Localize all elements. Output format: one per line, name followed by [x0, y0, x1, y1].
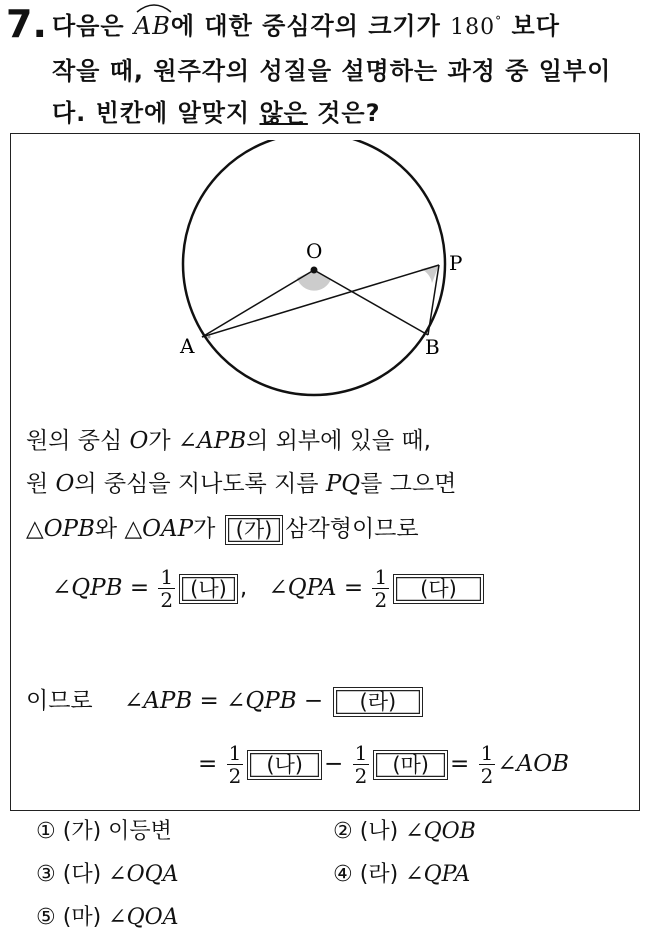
p3-b: 가	[193, 516, 216, 542]
frac-den: 2	[374, 588, 388, 612]
choice-value: ∠QOB	[405, 819, 476, 844]
frac-num: 1	[228, 741, 242, 765]
q-text-1a: 다음은	[52, 12, 125, 40]
blank-ra: (라)	[333, 687, 424, 717]
arc-mark-icon	[134, 0, 174, 14]
p1-O: O	[129, 428, 149, 454]
p1-a: 원의 중심	[26, 428, 123, 454]
choice-label: (다)	[62, 862, 102, 887]
blank-na-2: (나)	[247, 750, 322, 780]
p2-c: 를 그으면	[360, 471, 457, 497]
p4-comma: ,	[239, 575, 248, 601]
choice-label: (라)	[359, 862, 399, 887]
label-B: B	[425, 335, 440, 359]
p2-a: 원	[26, 471, 49, 497]
choice-num: ①	[36, 819, 56, 844]
proof-line-4	[52, 566, 486, 611]
frac-den: 2	[480, 764, 494, 788]
fraction-half-5	[479, 742, 496, 787]
proof-line-5	[26, 682, 425, 717]
degree-symbol: °	[495, 14, 503, 28]
p1-angle: ∠APB	[177, 428, 247, 454]
segment-AO	[202, 270, 314, 337]
choice-label: (나)	[359, 819, 399, 844]
segment-OB	[314, 270, 428, 335]
p5-a: 이므로	[26, 688, 93, 714]
p6-minus: −	[324, 751, 344, 777]
p2-O: O	[55, 471, 75, 497]
degree-value: 180	[450, 15, 496, 40]
proof-line-3	[26, 510, 419, 545]
p1-c: 의 외부에 있을 때,	[246, 428, 431, 454]
choice-value: 이등변	[108, 819, 172, 844]
p3-c: 삼각형이므로	[285, 516, 419, 542]
fraction-half-1	[158, 566, 175, 611]
blank-ga: (가)	[225, 515, 284, 545]
choice-label: (가)	[62, 819, 102, 844]
blank-ma: (마)	[373, 750, 448, 780]
p6-eq2: =	[450, 751, 470, 777]
q-text-3-underlined: 않은	[259, 99, 308, 127]
choice-num: ②	[333, 819, 353, 844]
question-line-2: 작을 때, 원주각의 성질을 설명하는 과정 중 일부이	[52, 57, 612, 85]
choice-4[interactable]	[333, 857, 470, 888]
choice-3[interactable]	[36, 857, 179, 888]
proof-line-6	[198, 742, 569, 787]
fraction-half-4	[353, 742, 370, 787]
p3-tri2: △OAP	[124, 516, 194, 542]
proof-line-2	[26, 465, 456, 498]
circle-figure	[150, 140, 490, 410]
p4-lhs1: ∠QPB =	[52, 575, 150, 601]
blank-na-1: (나)	[179, 574, 238, 604]
choice-2[interactable]	[333, 814, 476, 845]
blank-da: (다)	[393, 574, 484, 604]
choice-num: ③	[36, 862, 56, 887]
frac-num: 1	[480, 741, 494, 765]
frac-den: 2	[228, 764, 242, 788]
choice-1[interactable]	[36, 814, 172, 845]
arc-label: AB	[133, 12, 171, 40]
p5-expr: ∠APB = ∠QPB −	[123, 688, 324, 714]
question-line-1	[52, 6, 560, 41]
p2-PQ: PQ	[325, 471, 361, 497]
choice-num: ④	[333, 862, 353, 887]
choice-value: ∠QOA	[108, 905, 179, 930]
choice-label: (마)	[62, 905, 102, 930]
frac-num: 1	[354, 741, 368, 765]
center-point	[311, 267, 318, 274]
question-line-3	[52, 93, 381, 128]
label-P: P	[449, 251, 463, 275]
p2-b: 의 중심을 지나도록 지름	[74, 471, 319, 497]
frac-den: 2	[354, 764, 368, 788]
q-text-3b: 것은?	[317, 99, 381, 127]
q-text-1c: 보다	[511, 12, 560, 40]
frac-den: 2	[160, 588, 174, 612]
choice-5[interactable]	[36, 900, 179, 931]
fraction-half-2	[372, 566, 389, 611]
choice-num: ⑤	[36, 905, 56, 930]
label-O: O	[306, 239, 323, 263]
choice-value: ∠OQA	[108, 862, 179, 887]
label-A: A	[180, 334, 195, 358]
p3-a: 와	[94, 516, 118, 542]
question-number: 7.	[6, 2, 47, 46]
p4-lhs2: ∠QPA =	[268, 575, 364, 601]
frac-num: 1	[160, 565, 174, 589]
choice-value: ∠QPA	[405, 862, 471, 887]
p1-b: 가	[148, 428, 171, 454]
p3-tri1: △OPB	[26, 516, 95, 542]
p6-eq: =	[198, 751, 218, 777]
frac-num: 1	[374, 565, 388, 589]
q-text-1b: 에 대한 중심각의 크기가	[170, 12, 441, 40]
proof-line-1	[26, 422, 431, 455]
arc-ab	[134, 10, 171, 40]
q-text-3a: 다. 빈칸에 알맞지	[52, 99, 251, 127]
point-A-mark	[208, 336, 211, 339]
p6-rhs: ∠AOB	[497, 751, 569, 777]
fraction-half-3	[227, 742, 244, 787]
